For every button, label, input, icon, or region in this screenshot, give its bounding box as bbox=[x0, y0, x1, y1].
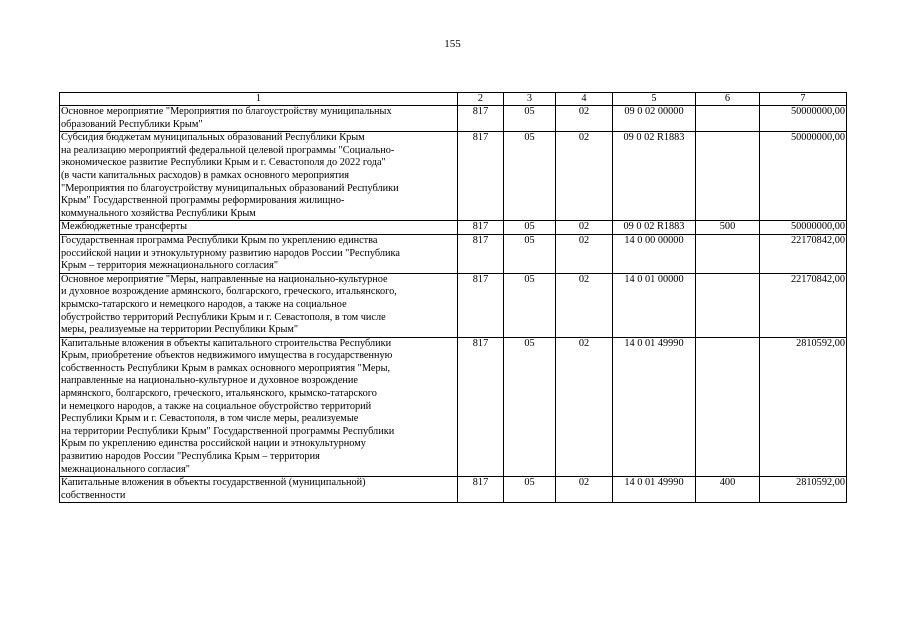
description-line: Основное мероприятие "Мероприятия по благоустройству муниципальных bbox=[61, 106, 392, 117]
amount-cell: 2810592,00 bbox=[760, 337, 847, 477]
row-description bbox=[60, 234, 458, 273]
description-line: и немецкого народов, а также на социальное обустройство территорий bbox=[61, 400, 372, 412]
description-line: Субсидия бюджетам муниципальных образований Республики Крым bbox=[61, 132, 365, 144]
description-line: Межбюджетные трансферты bbox=[61, 221, 188, 233]
table-row bbox=[60, 234, 847, 273]
subsection-code-cell: 02 bbox=[556, 337, 613, 477]
table-row bbox=[60, 337, 847, 477]
description-line: Крым, приобретение объектов недвижимого имущества в государственную bbox=[61, 350, 393, 362]
table-row bbox=[60, 273, 847, 337]
subsection-code-cell: 02 bbox=[556, 477, 613, 503]
table-row bbox=[60, 132, 847, 221]
row-description bbox=[60, 221, 458, 235]
column-header: 5 bbox=[613, 93, 696, 106]
description-line: коммунального хозяйства Республики Крым bbox=[61, 207, 256, 219]
description-line: Крым – территория межнационального согласия" bbox=[61, 260, 279, 272]
target-article-cell: 14 0 01 49990 bbox=[613, 477, 696, 503]
ministry-code-cell: 817 bbox=[458, 221, 504, 235]
amount-cell: 22170842,00 bbox=[760, 273, 847, 337]
subsection-code-cell: 02 bbox=[556, 106, 613, 132]
row-description bbox=[60, 477, 458, 503]
ministry-code-cell: 817 bbox=[458, 132, 504, 221]
section-code-cell: 05 bbox=[504, 106, 556, 132]
target-article-cell: 09 0 02 R1883 bbox=[613, 221, 696, 235]
description-line: образований Республики Крым" bbox=[61, 118, 203, 130]
description-line: Основное мероприятие "Меры, направленные на национально-культурное bbox=[61, 273, 388, 285]
description-line: экономическое развитие Республики Крым и г. Севастополя до 2022 года" bbox=[61, 157, 386, 169]
section-code-cell: 05 bbox=[504, 337, 556, 477]
subsection-code-cell: 02 bbox=[556, 221, 613, 235]
description-line: межнационального согласия" bbox=[61, 463, 190, 475]
page-number: 155 bbox=[444, 38, 461, 50]
target-article-cell: 14 0 01 49990 bbox=[613, 337, 696, 477]
subsection-code-cell: 02 bbox=[556, 234, 613, 273]
target-article-cell: 14 0 00 00000 bbox=[613, 234, 696, 273]
expense-type-cell bbox=[696, 234, 760, 273]
target-article-cell: 09 0 02 00000 bbox=[613, 106, 696, 132]
description-line: Крым" Государственной программы реформирования жилищно- bbox=[61, 195, 345, 207]
description-line: российской нации и этнокультурному развитию народов России "Республика bbox=[61, 247, 400, 259]
expense-type-cell: 500 bbox=[696, 221, 760, 235]
description-line: (в части капитальных расходов) в рамках основного мероприятия bbox=[61, 169, 350, 181]
expense-type-cell: 400 bbox=[696, 477, 760, 503]
amount-cell: 22170842,00 bbox=[760, 234, 847, 273]
description-line: обустройство территорий Республики Крым и г. Севастополя, в том числе bbox=[61, 311, 386, 323]
amount-cell: 50000000,00 bbox=[760, 132, 847, 221]
subsection-code-cell: 02 bbox=[556, 273, 613, 337]
section-code-cell: 05 bbox=[504, 234, 556, 273]
ministry-code-cell: 817 bbox=[458, 234, 504, 273]
amount-cell: 2810592,00 bbox=[760, 477, 847, 503]
expense-type-cell bbox=[696, 337, 760, 477]
column-header: 6 bbox=[696, 93, 760, 106]
description-line: Государственная программа Республики Крым по укреплению единства bbox=[61, 234, 378, 246]
amount-cell: 50000000,00 bbox=[760, 221, 847, 235]
column-header: 4 bbox=[556, 93, 613, 106]
target-article-cell: 14 0 01 00000 bbox=[613, 273, 696, 337]
description-line: армянского, болгарского, греческого, итальянского, крымско-татарского bbox=[61, 388, 377, 400]
expense-type-cell bbox=[696, 273, 760, 337]
description-line: и духовное возрождение армянского, болгарского, греческого, итальянского, bbox=[61, 286, 397, 298]
column-header: 7 bbox=[760, 93, 847, 106]
section-code-cell: 05 bbox=[504, 132, 556, 221]
description-line: "Мероприятия по благоустройству муниципальных образований Республики bbox=[61, 182, 399, 194]
description-line: на территории Республики Крым" Государственной программы Республики bbox=[61, 425, 395, 437]
ministry-code-cell: 817 bbox=[458, 477, 504, 503]
table-row bbox=[60, 477, 847, 503]
budget-table bbox=[59, 92, 847, 503]
description-line: Республики Крым и г. Севастополя, в том числе меры, реализуемые bbox=[61, 413, 359, 425]
table-row bbox=[60, 106, 847, 132]
column-header: 2 bbox=[458, 93, 504, 106]
row-description bbox=[60, 106, 458, 132]
column-header: 3 bbox=[504, 93, 556, 106]
description-line: на реализацию мероприятий федеральной целевой программы "Социально- bbox=[61, 144, 395, 156]
row-description bbox=[60, 273, 458, 337]
description-line: развитию народов России "Республика Крым – территория bbox=[61, 451, 320, 463]
description-line: меры, реализуемые на территории Республики Крым" bbox=[61, 324, 299, 336]
ministry-code-cell: 817 bbox=[458, 337, 504, 477]
section-code-cell: 05 bbox=[504, 221, 556, 235]
row-description bbox=[60, 132, 458, 221]
description-line: собственности bbox=[61, 489, 126, 501]
description-line: Капитальные вложения в объекты капитального строительства Республики bbox=[61, 337, 392, 349]
table-header-row bbox=[60, 93, 847, 106]
section-code-cell: 05 bbox=[504, 477, 556, 503]
description-line: направленные на национально-культурное и духовное возрождение bbox=[61, 375, 359, 387]
description-line: Крым по укреплению единства российской нации и этнокультурному bbox=[61, 438, 366, 450]
target-article-cell: 09 0 02 R1883 bbox=[613, 132, 696, 221]
table-row bbox=[60, 221, 847, 235]
description-line: крымско-татарского и немецкого народов, а также на социальное bbox=[61, 298, 347, 310]
expense-type-cell bbox=[696, 132, 760, 221]
description-line: собственность Республики Крым в рамках основного мероприятия "Меры, bbox=[61, 362, 391, 374]
ministry-code-cell: 817 bbox=[458, 106, 504, 132]
amount-cell: 50000000,00 bbox=[760, 106, 847, 132]
expense-type-cell bbox=[696, 106, 760, 132]
row-description bbox=[60, 337, 458, 477]
description-line: Капитальные вложения в объекты государственной (муниципальной) bbox=[61, 477, 366, 489]
ministry-code-cell: 817 bbox=[458, 273, 504, 337]
column-header: 1 bbox=[60, 93, 458, 106]
section-code-cell: 05 bbox=[504, 273, 556, 337]
subsection-code-cell: 02 bbox=[556, 132, 613, 221]
